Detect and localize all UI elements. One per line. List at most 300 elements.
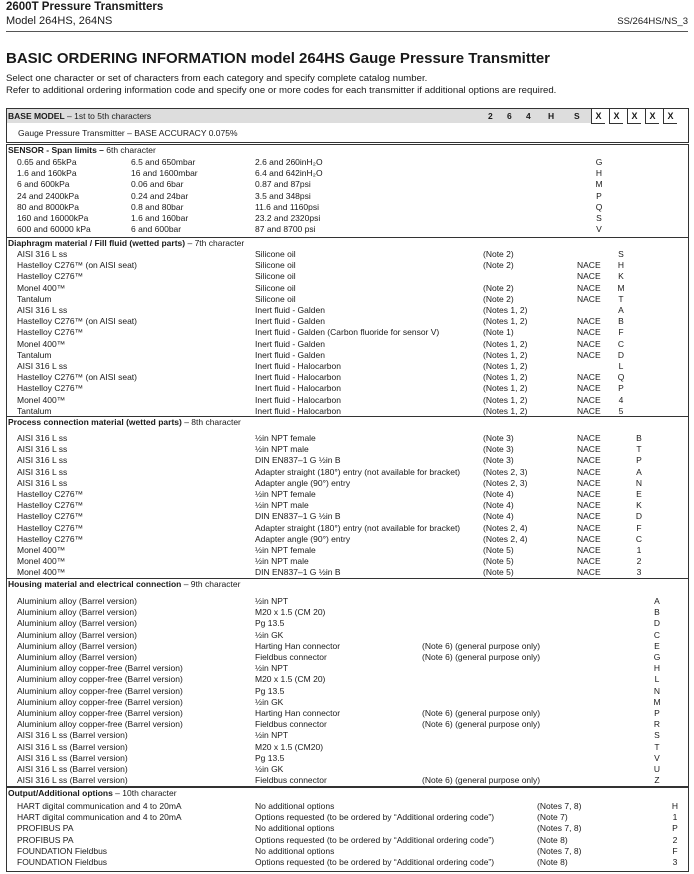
span-kpa: 1.6 and 160kPa (17, 168, 77, 179)
option-code: V (596, 224, 602, 235)
nace-compliance: NACE (577, 477, 601, 488)
notes: (Note 6) (general purpose only) (422, 652, 541, 662)
base-char: H (548, 111, 555, 121)
diaphragm-option-row (7, 395, 688, 406)
option-code: 1 (672, 812, 678, 823)
electrical-connection: M20 x 1.5 (CM20) (255, 741, 324, 752)
diaphragm-option-row (7, 383, 688, 394)
base-model-description: Gauge Pressure Transmitter – BASE ACCURACY 0.075% (18, 128, 238, 138)
option-code: S (596, 213, 602, 223)
sensor-option-row (7, 157, 688, 168)
diaphragm-material: Hastelloy C276™ (on AISI seat) (17, 372, 138, 383)
electrical-connection: ½in NPT (255, 730, 289, 741)
span-kpa: 160 and 16000kPa (17, 213, 89, 223)
option-code: B (636, 433, 642, 443)
diaphragm-option-row (7, 283, 688, 294)
notes: (Note 5) (483, 556, 514, 567)
sensor-option-row (7, 202, 688, 213)
page-title: BASIC ORDERING INFORMATION model 264HS Gauge Pressure Transmitter (6, 50, 551, 67)
notes: (Note 7) (537, 812, 568, 823)
housing-option-row (7, 674, 688, 685)
housing-material: Aluminium alloy copper-free (Barrel version) (17, 696, 183, 707)
option-code: P (618, 383, 624, 394)
sensor-header: SENSOR - Span limits – 6th character (8, 145, 156, 155)
process-material: Hastelloy C276™ (17, 533, 84, 544)
process-connection: DIN EN837–1 G ½in B (255, 455, 341, 466)
process-connection: ½in NPT female (255, 433, 316, 443)
housing-material: AISI 316 L ss (Barrel version) (17, 775, 128, 786)
diaphragm-option-row (7, 249, 688, 260)
housing-option-row (7, 764, 688, 775)
span-imperial: 11.6 and 1160psi (255, 201, 319, 212)
process-option-row (7, 511, 688, 522)
doc-header-model: Model 264HS, 264NS (6, 15, 113, 27)
notes: (Notes 7, 8) (537, 801, 582, 811)
nace-compliance: NACE (577, 293, 601, 304)
option-code: M (653, 696, 661, 707)
notes: (Notes 1, 2) (483, 372, 528, 383)
option-code: M (595, 179, 603, 190)
housing-option-row (7, 719, 688, 730)
char-placeholder: X (627, 109, 641, 124)
sensor-option-row (7, 179, 688, 190)
notes: (Note 3) (483, 455, 514, 466)
process-connection: Adapter straight (180°) entry (not available for bracket) (255, 522, 461, 533)
notes: (Notes 1, 2) (483, 316, 528, 327)
option-code: Q (617, 372, 625, 383)
base-char: S (574, 111, 580, 121)
sensor-option-row (7, 224, 688, 235)
span-imperial: 23.2 and 2320psi (255, 213, 321, 223)
diaphragm-material: Monel 400™ (17, 282, 66, 293)
notes: (Note 8) (537, 834, 568, 845)
diaphragm-option-row (7, 327, 688, 338)
notes: (Notes 7, 8) (537, 845, 582, 856)
housing-option-row (7, 663, 688, 674)
diaphragm-section (6, 237, 689, 417)
option-code: N (635, 477, 643, 488)
nace-compliance: NACE (577, 405, 601, 416)
diaphragm-option-row (7, 350, 688, 361)
option-code: K (636, 500, 642, 511)
nace-compliance: NACE (577, 522, 601, 533)
housing-material: Aluminium alloy (Barrel version) (17, 629, 137, 640)
option-description: No additional options (255, 845, 335, 856)
option-code: T (636, 444, 642, 455)
option-code: L (654, 674, 660, 685)
process-connection: ½in NPT male (255, 556, 309, 567)
diaphragm-option-row (7, 260, 688, 271)
option-code: Z (654, 775, 660, 786)
notes: (Note 8) (537, 857, 568, 867)
housing-material: Aluminium alloy copper-free (Barrel version) (17, 719, 183, 730)
nace-compliance: NACE (577, 455, 601, 466)
process-material: Monel 400™ (17, 556, 66, 567)
housing-option-row (7, 630, 688, 641)
option-code: 2 (636, 556, 642, 567)
electrical-connection: ½in GK (255, 696, 284, 707)
diaphragm-material: Tantalum (17, 349, 52, 360)
process-connection: DIN EN837–1 G ½in B (255, 567, 341, 578)
electrical-connection: ½in NPT (255, 596, 289, 606)
process-header: Process connection material (wetted parts) – 8th character (8, 417, 241, 427)
diaphragm-material: Hastelloy C276™ (17, 383, 84, 394)
process-connection: ½in NPT female (255, 545, 316, 555)
output-section (6, 787, 689, 872)
process-option-row (7, 545, 688, 556)
option-code: C (617, 338, 625, 349)
option-code: F (618, 327, 624, 338)
span-bar: 16 and 1600mbar (131, 168, 198, 179)
output-header: Output/Additional options – 10th character (8, 788, 177, 798)
sensor-option-row (7, 168, 688, 179)
base-model-label: BASE MODEL – 1st to 5th characters (8, 111, 152, 121)
option-code: P (636, 455, 642, 466)
process-material: AISI 316 L ss (17, 477, 68, 488)
housing-option-row (7, 708, 688, 719)
diaphragm-material: Tantalum (17, 293, 52, 304)
char-placeholder: X (663, 109, 677, 124)
nace-compliance: NACE (577, 511, 601, 522)
housing-material: AISI 316 L ss (Barrel version) (17, 764, 128, 774)
process-connection: ½in NPT male (255, 444, 309, 455)
option-code: S (618, 249, 624, 259)
notes: (Note 6) (general purpose only) (422, 640, 541, 651)
output-option-row (7, 812, 688, 823)
diaphragm-material: AISI 316 L ss (17, 249, 68, 259)
electrical-connection: Pg 13.5 (255, 685, 285, 696)
notes: (Notes 7, 8) (537, 823, 582, 834)
nace-compliance: NACE (577, 533, 601, 544)
process-material: AISI 316 L ss (17, 466, 68, 477)
process-option-row (7, 567, 688, 578)
housing-material: AISI 316 L ss (Barrel version) (17, 752, 128, 763)
output-option-row (7, 823, 688, 834)
nace-compliance: NACE (577, 372, 601, 383)
notes: (Notes 2, 4) (483, 522, 528, 533)
fill-fluid: Inert fluid - Halocarbon (255, 394, 341, 405)
option-code: B (654, 607, 660, 618)
process-option-row (7, 478, 688, 489)
diaphragm-option-row (7, 305, 688, 316)
notes: (Notes 2, 3) (483, 477, 528, 488)
electrical-connection: ½in NPT (255, 663, 289, 674)
span-kpa: 0.65 and 65kPa (17, 157, 77, 167)
diaphragm-option-row (7, 316, 688, 327)
process-material: AISI 316 L ss (17, 455, 68, 466)
electrical-connection: Fieldbus connector (255, 652, 327, 662)
nace-compliance: NACE (577, 444, 601, 455)
process-section (6, 416, 689, 579)
nace-compliance: NACE (577, 567, 601, 578)
process-connection: Adapter angle (90°) entry (255, 533, 351, 544)
fill-fluid: Inert fluid - Galden (255, 338, 325, 349)
diaphragm-material: Hastelloy C276™ (17, 271, 84, 282)
process-material: Hastelloy C276™ (17, 500, 84, 511)
process-option-row (7, 556, 688, 567)
option-code: A (636, 466, 642, 477)
process-connection: Adapter straight (180°) entry (not available for bracket) (255, 466, 461, 477)
span-bar: 0.06 and 6bar (131, 179, 184, 190)
span-kpa: 80 and 8000kPa (17, 201, 79, 212)
option-code: L (618, 361, 624, 371)
base-char: 4 (526, 111, 531, 121)
diaphragm-material: Monel 400™ (17, 338, 66, 349)
notes: (Notes 1, 2) (483, 383, 528, 394)
notes: (Notes 2, 3) (483, 466, 528, 477)
span-imperial: 6.4 and 642inH₂O (255, 168, 323, 179)
output-type: HART digital communication and 4 to 20mA (17, 812, 182, 823)
option-code: A (618, 305, 624, 315)
sensor-option-row (7, 191, 688, 202)
nace-compliance: NACE (577, 271, 601, 282)
electrical-connection: ½in GK (255, 629, 284, 640)
process-material: Hastelloy C276™ (17, 489, 84, 499)
output-type: FOUNDATION Fieldbus (17, 845, 108, 856)
span-imperial: 87 and 8700 psi (255, 224, 316, 235)
output-option-row (7, 835, 688, 846)
span-imperial: 2.6 and 260inH₂O (255, 157, 323, 167)
process-material: AISI 316 L ss (17, 433, 68, 443)
option-code: H (671, 801, 679, 811)
fill-fluid: Inert fluid - Galden (255, 305, 325, 315)
doc-code: SS/264HS/NS_3 (617, 16, 688, 27)
nace-compliance: NACE (577, 327, 601, 338)
electrical-connection: M20 x 1.5 (CM 20) (255, 607, 326, 618)
option-code: R (653, 719, 661, 730)
diaphragm-material: Hastelloy C276™ (on AISI seat) (17, 260, 138, 271)
notes: (Note 3) (483, 444, 514, 455)
diaphragm-material: Monel 400™ (17, 394, 66, 405)
housing-option-row (7, 607, 688, 618)
span-kpa: 600 and 60000 kPa (17, 224, 91, 235)
option-code: F (636, 522, 642, 533)
diaphragm-material: AISI 316 L ss (17, 305, 68, 315)
notes: (Notes 1, 2) (483, 405, 528, 416)
output-type: FOUNDATION Fieldbus (17, 857, 108, 867)
fill-fluid: Inert fluid - Galden (Carbon fluoride for sensor V) (255, 327, 440, 338)
nace-compliance: NACE (577, 394, 601, 405)
option-code: 2 (672, 834, 678, 845)
notes: (Note 6) (general purpose only) (422, 719, 541, 730)
notes: (Note 4) (483, 500, 514, 511)
housing-header: Housing material and electrical connection – 9th character (8, 579, 241, 589)
housing-material: Aluminium alloy (Barrel version) (17, 640, 137, 651)
housing-option-row (7, 697, 688, 708)
intro-line-1: Select one character or set of characters from each category and specify complete catalog number. (6, 73, 428, 84)
option-code: K (618, 271, 624, 282)
housing-material: Aluminium alloy (Barrel version) (17, 618, 137, 629)
nace-compliance: NACE (577, 349, 601, 360)
option-description: No additional options (255, 801, 335, 811)
housing-material: Aluminium alloy copper-free (Barrel version) (17, 685, 183, 696)
header-divider (6, 31, 688, 32)
option-description: No additional options (255, 823, 335, 834)
fill-fluid: Silicone oil (255, 293, 296, 304)
option-code: S (654, 730, 660, 741)
process-material: AISI 316 L ss (17, 444, 68, 455)
nace-compliance: NACE (577, 556, 601, 567)
option-description: Options requested (to be ordered by “Additional ordering code”) (255, 834, 495, 845)
notes: (Note 4) (483, 511, 514, 522)
span-bar: 0.24 and 24bar (131, 190, 189, 201)
process-option-row (7, 455, 688, 466)
notes: (Note 2) (483, 260, 514, 271)
process-connection: DIN EN837–1 G ½in B (255, 511, 341, 522)
diaphragm-option-row (7, 372, 688, 383)
intro-line-2: Refer to additional ordering information code and specify one or more codes for each transmitter if additional options are required. (6, 85, 557, 96)
housing-option-row (7, 742, 688, 753)
housing-material: Aluminium alloy copper-free (Barrel version) (17, 708, 183, 718)
option-code: Q (595, 201, 603, 212)
process-connection: ½in NPT female (255, 489, 316, 499)
electrical-connection: ½in GK (255, 764, 284, 774)
housing-material: AISI 316 L ss (Barrel version) (17, 730, 128, 741)
diaphragm-material: Hastelloy C276™ (17, 327, 84, 338)
option-code: T (654, 741, 660, 752)
option-code: G (595, 157, 603, 167)
fill-fluid: Inert fluid - Galden (255, 349, 325, 360)
fill-fluid: Silicone oil (255, 282, 296, 293)
process-option-row (7, 444, 688, 455)
option-code: C (635, 533, 643, 544)
electrical-connection: Harting Han connector (255, 640, 341, 651)
housing-material: Aluminium alloy (Barrel version) (17, 596, 137, 606)
electrical-connection: M20 x 1.5 (CM 20) (255, 674, 326, 685)
housing-material: Aluminium alloy copper-free (Barrel version) (17, 663, 183, 674)
housing-option-row (7, 730, 688, 741)
notes: (Note 5) (483, 545, 514, 555)
housing-option-row (7, 618, 688, 629)
option-code: M (617, 282, 625, 293)
notes: (Note 2) (483, 293, 514, 304)
fill-fluid: Silicone oil (255, 271, 296, 282)
diaphragm-material: AISI 316 L ss (17, 361, 68, 371)
output-option-row (7, 801, 688, 812)
housing-option-row (7, 753, 688, 764)
housing-material: AISI 316 L ss (Barrel version) (17, 741, 128, 752)
electrical-connection: Pg 13.5 (255, 618, 285, 629)
process-material: Hastelloy C276™ (17, 511, 84, 522)
sensor-section (6, 144, 689, 238)
option-description: Options requested (to be ordered by “Additional ordering code”) (255, 857, 495, 867)
notes: (Notes 1, 2) (483, 305, 528, 315)
process-connection: Adapter angle (90°) entry (255, 477, 351, 488)
option-code: T (618, 293, 624, 304)
nace-compliance: NACE (577, 545, 601, 555)
housing-section (6, 578, 689, 787)
housing-option-row (7, 686, 688, 697)
base-char: 2 (488, 111, 493, 121)
option-code: 3 (672, 857, 678, 867)
nace-compliance: NACE (577, 433, 601, 443)
process-option-row (7, 467, 688, 478)
span-kpa: 24 and 2400kPa (17, 190, 79, 201)
nace-compliance: NACE (577, 466, 601, 477)
notes: (Note 5) (483, 567, 514, 578)
output-option-row (7, 857, 688, 868)
notes: (Note 2) (483, 282, 514, 293)
electrical-connection: Fieldbus connector (255, 719, 327, 730)
notes: (Note 2) (483, 249, 514, 259)
electrical-connection: Harting Han connector (255, 708, 341, 718)
notes: (Notes 1, 2) (483, 394, 528, 405)
process-material: Monel 400™ (17, 567, 66, 578)
char-placeholder: X (591, 109, 605, 124)
option-code: H (595, 168, 603, 179)
span-imperial: 3.5 and 348psi (255, 190, 311, 201)
housing-material: Aluminium alloy copper-free (Barrel version) (17, 674, 183, 685)
electrical-connection: Pg 13.5 (255, 752, 285, 763)
diaphragm-material: Hastelloy C276™ (on AISI seat) (17, 316, 138, 327)
fill-fluid: Inert fluid - Galden (255, 316, 325, 327)
fill-fluid: Silicone oil (255, 249, 296, 259)
nace-compliance: NACE (577, 489, 601, 499)
process-material: Monel 400™ (17, 545, 66, 555)
fill-fluid: Inert fluid - Halocarbon (255, 372, 341, 383)
notes: (Note 6) (general purpose only) (422, 775, 541, 786)
span-bar: 1.6 and 160bar (131, 213, 189, 223)
option-code: D (617, 349, 625, 360)
notes: (Notes 1, 2) (483, 349, 528, 360)
housing-option-row (7, 652, 688, 663)
span-bar: 0.8 and 80bar (131, 201, 184, 212)
option-description: Options requested (to be ordered by “Additional ordering code”) (255, 812, 495, 823)
process-material: Hastelloy C276™ (17, 522, 84, 533)
nace-compliance: NACE (577, 500, 601, 511)
option-code: 3 (636, 567, 642, 578)
housing-option-row (7, 775, 688, 786)
process-option-row (7, 500, 688, 511)
fill-fluid: Inert fluid - Halocarbon (255, 361, 341, 371)
process-option-row (7, 433, 688, 444)
housing-option-row (7, 641, 688, 652)
option-code: B (618, 316, 624, 327)
output-type: HART digital communication and 4 to 20mA (17, 801, 182, 811)
doc-header-title: 2600T Pressure Transmitters (6, 1, 164, 13)
process-option-row (7, 523, 688, 534)
process-option-row (7, 489, 688, 500)
option-code: 5 (618, 405, 624, 416)
nace-compliance: NACE (577, 316, 601, 327)
option-code: P (654, 708, 660, 718)
diaphragm-option-row (7, 339, 688, 350)
process-connection: ½in NPT male (255, 500, 309, 511)
base-model-section (6, 108, 689, 143)
notes: (Note 1) (483, 327, 514, 338)
char-placeholder: X (609, 109, 623, 124)
notes: (Note 3) (483, 433, 514, 443)
option-code: P (596, 190, 602, 201)
nace-compliance: NACE (577, 383, 601, 394)
option-code: N (653, 685, 661, 696)
notes: (Notes 2, 4) (483, 533, 528, 544)
nace-compliance: NACE (577, 282, 601, 293)
diaphragm-option-row (7, 294, 688, 305)
option-code: P (672, 823, 678, 834)
option-code: E (636, 489, 642, 499)
sensor-option-row (7, 213, 688, 224)
output-type: PROFIBUS PA (17, 823, 74, 834)
fill-fluid: Inert fluid - Halocarbon (255, 383, 341, 394)
output-type: PROFIBUS PA (17, 834, 74, 845)
base-char: 6 (507, 111, 512, 121)
electrical-connection: Fieldbus connector (255, 775, 327, 786)
span-imperial: 0.87 and 87psi (255, 179, 311, 190)
span-bar: 6 and 600bar (131, 224, 182, 235)
fill-fluid: Silicone oil (255, 260, 296, 271)
span-bar: 6.5 and 650mbar (131, 157, 196, 167)
